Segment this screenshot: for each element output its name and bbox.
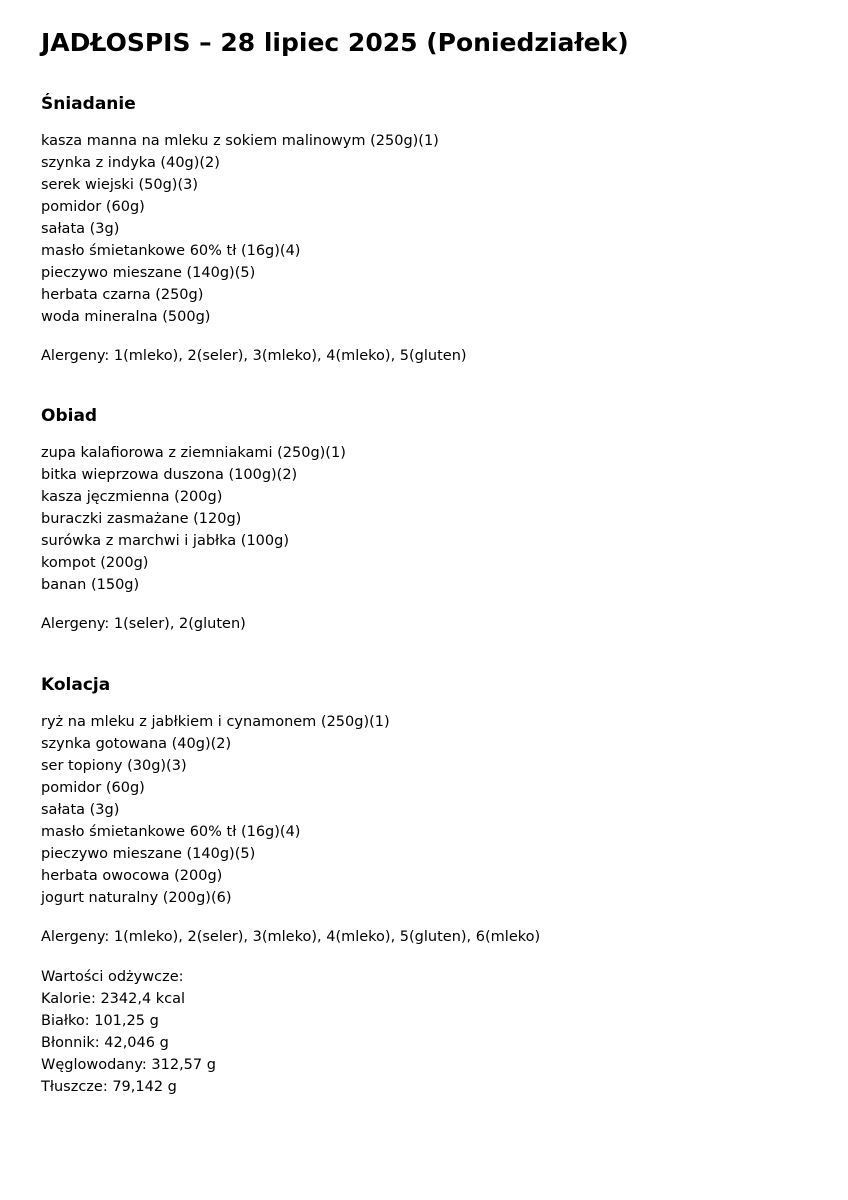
nutrition-protein: Białko: 101,25 g <box>41 1013 159 1029</box>
list-item: pieczywo mieszane (140g)(5) <box>41 846 256 862</box>
nutrition-fat: Tłuszcze: 79,142 g <box>41 1079 177 1095</box>
list-item: kasza manna na mleku z sokiem malinowym (250g)(1) <box>41 133 439 149</box>
meal-section-lunch <box>41 404 821 635</box>
list-item: ryż na mleku z jabłkiem i cynamonem (250g)(1) <box>41 714 390 730</box>
list-item: banan (150g) <box>41 577 140 593</box>
nutrition-heading: Wartości odżywcze: <box>41 969 184 985</box>
nutrition-list <box>41 988 821 1098</box>
allergens-lunch: Alergeny: 1(seler), 2(gluten) <box>41 616 246 632</box>
list-item: ser topiony (30g)(3) <box>41 758 187 774</box>
list-item: sałata (3g) <box>41 802 120 818</box>
allergens-breakfast: Alergeny: 1(mleko), 2(seler), 3(mleko), 4(mleko), 5(gluten) <box>41 348 467 364</box>
list-item: masło śmietankowe 60% tł (16g)(4) <box>41 824 301 840</box>
allergens-dinner: Alergeny: 1(mleko), 2(seler), 3(mleko), 4(mleko), 5(gluten), 6(mleko) <box>41 929 541 945</box>
meal-heading-dinner: Kolacja <box>41 675 111 695</box>
list-item: kompot (200g) <box>41 555 149 571</box>
list-item: pomidor (60g) <box>41 780 145 796</box>
lunch-item-list <box>41 442 821 596</box>
list-item: kasza jęczmienna (200g) <box>41 489 223 505</box>
list-item: masło śmietankowe 60% tł (16g)(4) <box>41 243 301 259</box>
nutrition-fiber: Błonnik: 42,046 g <box>41 1035 169 1051</box>
nutrition-summary <box>41 966 821 1098</box>
list-item: bitka wieprzowa duszona (100g)(2) <box>41 467 298 483</box>
list-item: pieczywo mieszane (140g)(5) <box>41 265 256 281</box>
meal-section-dinner <box>41 673 821 1098</box>
list-item: herbata owocowa (200g) <box>41 868 223 884</box>
nutrition-carbs: Węglowodany: 312,57 g <box>41 1057 216 1073</box>
meal-heading-breakfast: Śniadanie <box>41 94 136 114</box>
list-item: buraczki zasmażane (120g) <box>41 511 242 527</box>
list-item: herbata czarna (250g) <box>41 287 204 303</box>
dinner-item-list <box>41 711 821 909</box>
nutrition-calories: Kalorie: 2342,4 kcal <box>41 991 186 1007</box>
list-item: pomidor (60g) <box>41 199 145 215</box>
list-item: woda mineralna (500g) <box>41 309 211 325</box>
list-item: sałata (3g) <box>41 221 120 237</box>
list-item: serek wiejski (50g)(3) <box>41 177 198 193</box>
list-item: surówka z marchwi i jabłka (100g) <box>41 533 289 549</box>
page-title: JADŁOSPIS – 28 lipiec 2025 (Poniedziałek) <box>41 28 629 57</box>
breakfast-item-list <box>41 130 821 328</box>
list-item: zupa kalafiorowa z ziemniakami (250g)(1) <box>41 445 346 461</box>
meal-heading-lunch: Obiad <box>41 406 98 426</box>
list-item: szynka z indyka (40g)(2) <box>41 155 220 171</box>
meal-section-breakfast <box>41 92 821 367</box>
list-item: szynka gotowana (40g)(2) <box>41 736 232 752</box>
list-item: jogurt naturalny (200g)(6) <box>41 890 232 906</box>
